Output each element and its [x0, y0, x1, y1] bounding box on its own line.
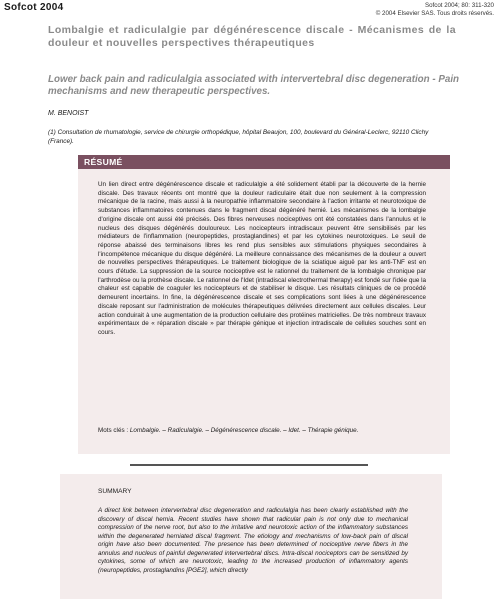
summary-body: A direct link between intervertebral disc degeneration and radiculalgia has been clearly established with the discovery of discal hernia. Recent studies have shown that radicular pain is not only due to mechanical compression of the nerve root, but also to the irritative and neurotoxic action of the inflammatory substances within the degenerated herniated discal fragment. The etiology and mechanisms of low-back pain of discal origin have also been documented. The presence has been determined of nociceptive nerve fibers in the annulus and nucleus of painful degenerated intervertebral discs. Intra-discal nociceptors can be sensitized by cytokines, some of which are neurotoxic, leading to the increased production of inflammatory agents (neuropeptides, prostaglandins [PGE2], which directly [98, 507, 408, 574]
keywords-label: Mots clés : [98, 427, 130, 434]
summary-section [60, 474, 442, 599]
citation-block [376, 2, 494, 18]
author: M. BENOIST [48, 110, 89, 117]
copyright-line: © 2004 Elsevier SAS. Tous droits réservés. [375, 10, 494, 17]
affiliation: (1) Consultation de rhumatologie, service de chirurgie orthopédique, hôpital Beaujon, 100, boulevard du Général-Leclerc, 92110 Clichy (France). [48, 129, 429, 145]
section-divider [130, 464, 368, 466]
resume-keywords [98, 427, 426, 436]
resume-body: Un lien direct entre dégénérescence discale et radiculalgie a été solidement établi par la découverte de la hernie discale. Des travaux récents ont montré que la douleur radiculaire était due non seulement à la compression mécanique de la racine, mais aussi à la neuropathie inflammatoire secondaire à l'action irritante et neurotoxique de substances inflammatoires contenues dans le fragment discal dégénéré hernié. Les mécanismes de la lombalgie d'origine discale ont aussi été précisés. Des fibres nerveuses nociceptives ont été constatées dans l'annulus et le nucleus des disques dégénérés douloureux. Les nocicepteurs intradiscaux peuvent être sensibilisés par les médiateurs de l'inflammation (neuropeptides, prostaglandines) et par les cytokines neurotoxiques. Le seuil de réponse abaissé des terminaisons libres les rend plus sensibles aux stimulations physiques secondaires à l'incompétence mécanique du disque dégénéré. La meilleure connaissance des mécanismes de la douleur a ouvert de nouvelles perspectives thérapeutiques. Le traitement biologique de la sciatique aiguë par les anti-TNF est en cours d'étude. La suppression de la source nociceptive est le rationnel du traitement de la lombalgie chronique par l'arthrodèse ou la prothèse discale. Le rationnel de l'Idet (intradiscal electrothermal therapy) est fondé sur l'idée que la chaleur est capable de coaguler les nocicepteurs et de stabiliser le disque. Les résultats cliniques de ce procédé demeurent incertains. In fine, la dégénérescence discale et ses complications sont liées à une dégénérescence discale reposant sur l'administration de molécules thérapeutiques délivrées directement aux cellules discales. Leur action conduirait à une augmentation de la production cellulaire des protéines matricielles. De très nombreux travaux expérimentaux de « réparation discale » par thérapie génique et injection intradiscale de cellules souches sont en cours. [98, 181, 426, 336]
summary-heading: SUMMARY [98, 488, 132, 495]
resume-heading: RÉSUMÉ [78, 155, 450, 169]
citation-line: Sofcot 2004; 80: 311-320 [424, 2, 494, 9]
article-title-fr: Lombalgie et radiculalgie par dégénérescence discale - Mécanismes de la douleur et nouvelles perspectives thérapeutiques [48, 24, 456, 49]
keywords-list: Lombalgie. – Radiculalgie. – Dégénérescence discale. – Idet. – Thérapie génique. [129, 427, 359, 434]
article-title-en: Lower back pain and radiculalgia associated with intervertebral disc degeneration - Pain mechanisms and new therapeutic perspectives. [48, 74, 460, 97]
journal-name: Sofcot 2004 [4, 2, 64, 13]
resume-section [78, 155, 450, 454]
